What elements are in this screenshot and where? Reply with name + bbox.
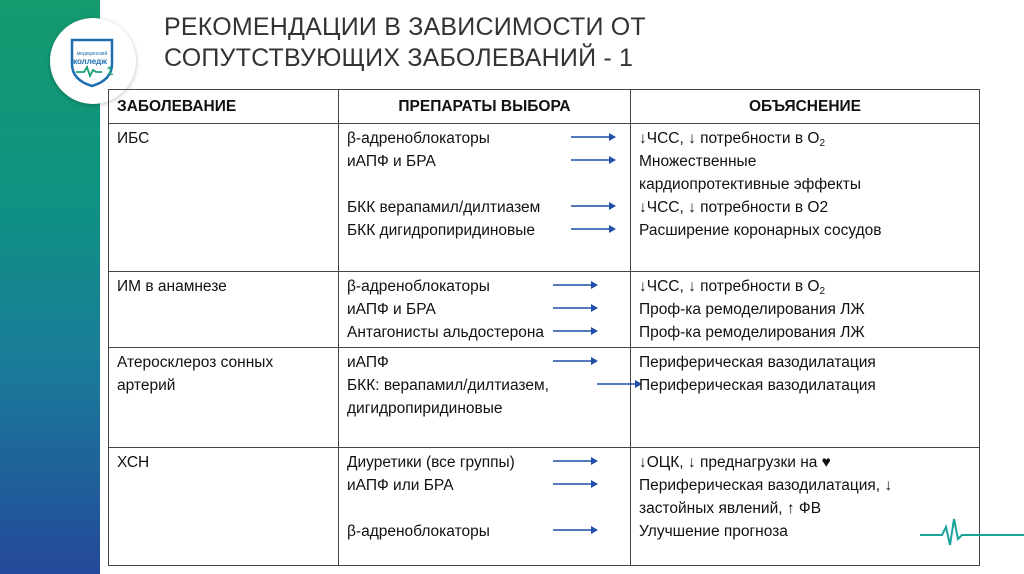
disease-line	[117, 127, 330, 150]
drugs-text: Антагонисты альдостерона	[347, 324, 545, 341]
drugs-line	[347, 196, 622, 219]
drugs-cell	[339, 272, 631, 348]
explanation-cell	[631, 348, 980, 448]
disease-text: ХСН	[117, 454, 150, 471]
header-explanation: ОБЪЯСНЕНИЕ	[631, 90, 980, 124]
disease-line	[117, 374, 330, 397]
disease-text: артерий	[117, 377, 176, 394]
explanation-text: кардиопротективные эффекты	[639, 176, 861, 193]
explanation-line	[639, 173, 971, 196]
drugs-line	[347, 150, 622, 173]
arrow-icon	[553, 524, 599, 536]
explanation-line	[639, 275, 971, 298]
drugs-line	[347, 351, 622, 374]
arrow-icon	[553, 279, 599, 291]
pulse-line-decoration	[920, 505, 1024, 555]
disease-cell	[109, 272, 339, 348]
drugs-text: БКК: верапамил/дилтиазем,	[347, 377, 549, 394]
drugs-line	[347, 497, 622, 520]
explanation-text: ↓ОЦК, ↓ преднагрузки на ♥	[639, 454, 831, 471]
arrow-icon	[571, 200, 617, 212]
table-header-row	[109, 90, 980, 124]
drugs-text: иАПФ или БРА	[347, 477, 454, 494]
disease-cell	[109, 448, 339, 566]
explanation-text: ↓ЧСС, ↓ потребности в О	[639, 130, 820, 147]
explanation-line	[639, 351, 971, 374]
arrow-icon	[571, 223, 617, 235]
explanation-text: Периферическая вазодилатация	[639, 354, 876, 371]
drugs-line	[347, 275, 622, 298]
drugs-cell	[339, 124, 631, 272]
header-disease: ЗАБОЛЕВАНИЕ	[109, 90, 339, 124]
drugs-line	[347, 173, 622, 196]
drugs-text: иАПФ	[347, 354, 389, 371]
explanation-line	[639, 451, 971, 474]
arrow-icon	[571, 131, 617, 143]
subscript-2: 2	[819, 138, 826, 149]
drugs-text: β-адреноблокаторы	[347, 523, 490, 540]
page-title	[164, 12, 984, 74]
drugs-text: иАПФ и БРА	[347, 301, 436, 318]
drugs-line	[347, 520, 622, 543]
logo-text-top: медицинский	[76, 51, 108, 57]
drugs-line	[347, 321, 622, 344]
drugs-text: БКК дигидропиридиновые	[347, 222, 536, 239]
disease-line	[117, 451, 330, 474]
table-row	[109, 124, 980, 272]
disease-line	[117, 351, 330, 374]
drugs-text: Диуретики (все группы)	[347, 454, 515, 471]
explanation-text: Проф-ка ремоделирования ЛЖ	[639, 324, 865, 341]
arrow-icon	[597, 378, 643, 390]
drugs-line	[347, 374, 622, 397]
drugs-line	[347, 127, 622, 150]
drugs-line	[347, 451, 622, 474]
table-row	[109, 348, 980, 448]
explanation-line	[639, 474, 971, 497]
disease-text: Атеросклероз сонных	[117, 354, 274, 371]
disease-cell	[109, 348, 339, 448]
arrow-icon	[553, 355, 599, 367]
page-title-line: СОПУТСТВУЮЩИХ ЗАБОЛЕВАНИЙ - 1	[164, 44, 634, 72]
drugs-line	[347, 397, 622, 420]
explanation-text: Периферическая вазодилатация	[639, 377, 876, 394]
arrow-icon	[553, 302, 599, 314]
disease-cell	[109, 124, 339, 272]
table-row	[109, 272, 980, 348]
subscript-2: 2	[819, 286, 826, 297]
disease-text: ИБС	[117, 130, 150, 147]
explanation-text: Расширение коронарных сосудов	[639, 222, 882, 239]
logo-number: 1	[106, 64, 114, 78]
drugs-line	[347, 298, 622, 321]
drugs-text: дигидропиридиновые	[347, 400, 503, 417]
logo-text-main: колледж	[73, 57, 107, 66]
header-drugs: ПРЕПАРАТЫ ВЫБОРА	[339, 90, 631, 124]
recommendations-table	[108, 89, 980, 566]
explanation-cell	[631, 124, 980, 272]
table-row	[109, 448, 980, 566]
page-title-line: РЕКОМЕНДАЦИИ В ЗАВИСИМОСТИ ОТ	[164, 13, 646, 41]
explanation-text: ↓ЧСС, ↓ потребности в О	[639, 278, 820, 295]
explanation-text: ↓ЧСС, ↓ потребности в О2	[639, 199, 829, 216]
explanation-cell	[631, 272, 980, 348]
explanation-line	[639, 196, 971, 219]
explanation-text: Множественные	[639, 153, 757, 170]
disease-text: ИМ в анамнезе	[117, 278, 227, 295]
drugs-text: иАПФ и БРА	[347, 153, 436, 170]
explanation-line	[639, 150, 971, 173]
arrow-icon	[553, 455, 599, 467]
arrow-icon	[553, 325, 599, 337]
drugs-text: β-адреноблокаторы	[347, 278, 490, 295]
explanation-line	[639, 298, 971, 321]
explanation-text: застойных явлений, ↑ ФВ	[639, 500, 822, 517]
explanation-text: Периферическая вазодилатация, ↓	[639, 477, 893, 494]
disease-line	[117, 275, 330, 298]
drugs-cell	[339, 348, 631, 448]
explanation-line	[639, 127, 971, 150]
drugs-line	[347, 474, 622, 497]
drugs-cell	[339, 448, 631, 566]
explanation-line	[639, 219, 971, 242]
arrow-icon	[571, 154, 617, 166]
drugs-line	[347, 219, 622, 242]
explanation-text: Улучшение прогноза	[639, 523, 788, 540]
explanation-text: Проф-ка ремоделирования ЛЖ	[639, 301, 865, 318]
drugs-text: БКК верапамил/дилтиазем	[347, 199, 541, 216]
explanation-line	[639, 321, 971, 344]
drugs-text: β-адреноблокаторы	[347, 130, 490, 147]
arrow-icon	[553, 478, 599, 490]
explanation-line	[639, 374, 971, 397]
